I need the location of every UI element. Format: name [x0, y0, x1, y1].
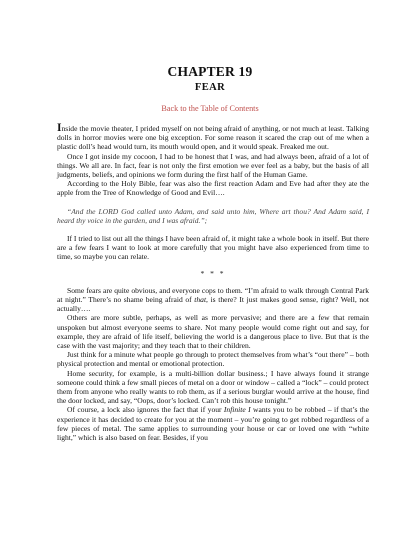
paragraph-7: Just think for a minute what people go through to protect themselves from what’s “out there” – both physical protection and mental or emotional protection. — [57, 350, 369, 369]
section-separator: * * * — [200, 268, 226, 278]
paragraph-8: Home security, for example, is a multi-billion dollar business.; I have always found it strange someone could think a few small pieces of metal on a door or window – called a “lock” – could protect them from anyone who really wants to rob them, as if a serious burglar would arrive at the house, find the door locked, and say, “Oops, door’s locked. Can’t rob this house tonight.” — [57, 368, 369, 406]
paragraph-9 — [57, 405, 369, 442]
paragraph-9-text-a: Of course, a lock also ignores the fact that if your — [67, 405, 224, 415]
drop-cap: I — [57, 122, 62, 134]
paragraph-5-text-a: Some fears are quite obvious, and everyone cops to them. “I’m afraid to walk through Central Park at night.” There’s no shame being afraid of — [57, 285, 369, 305]
paragraph-5-text-b: , is there? It just makes good sense, right? Well, not actually…. — [57, 295, 369, 314]
paragraph-5-emphasis: that — [194, 295, 207, 305]
paragraph-6 — [57, 313, 369, 350]
paragraph-4: If I tried to list out all the things I have been afraid of, it might take a whole book in itself. But there are a few fears I want to look at more carefully that you might have also experienced from time to time, so maybe you can relate. — [57, 234, 369, 262]
paragraph-5 — [57, 286, 369, 314]
paragraph-6-emphasis: is — [352, 331, 358, 341]
paragraph-1 — [57, 124, 369, 152]
chapter-body — [57, 124, 369, 442]
table-of-contents-link[interactable]: Back to the Table of Contents — [161, 104, 259, 113]
paragraph-9-emphasis: Infinite I — [223, 405, 251, 415]
bible-quote: “And the LORD God called unto Adam, and said unto him, Where art thou? And Adam said, I heard thy voice in the garden, and I was afraid.”; — [57, 206, 369, 225]
chapter-heading: CHAPTER 19 — [167, 64, 253, 79]
paragraph-6-text-b: the case with the vast majority; and they teach that to their children. — [57, 331, 369, 351]
paragraph-3: According to the Holy Bible, fear was also the first reaction Adam and Eve had after they ate the apple from the Tree of Knowledge of Good and Evil…. — [57, 179, 369, 198]
paragraph-1-text: nside the movie theater, I prided myself on not being afraid of anything, or not much at least. Talking dolls in horror movies were one big exception. For some reason it scared the crap out of me when a plastic doll’s head would turn, its mouth would open, and it would speak. Freaked me out. — [57, 124, 369, 152]
paragraph-9-text-b: wants you to be robbed – if that’s the experience it has decided to create for you at the moment – you’re going to get robbed regardless of a few pieces of metal. The same applies to surrounding your house or car or loved one with “white light,” which is also based on fear. Besides, if you — [57, 405, 370, 443]
paragraph-2: Once I got inside my cocoon, I had to be honest that I was, and had always been, afraid of a lot of things. We all are. In fact, fear is not only the first emotion we ever feel as a baby, but the basis of all judgments, beliefs, and opinions we form during the first half of the Human Game. — [57, 151, 369, 180]
paragraph-6-text-a: Others are more subtle, perhaps, as well as more pervasive; and there are a few that remain unspoken but almost everyone seems to share. Not many people would come right out and say, for example, they are afraid of life itself, believing the world is a dangerous place to live. But that — [57, 313, 369, 341]
chapter-title: FEAR — [194, 82, 226, 93]
